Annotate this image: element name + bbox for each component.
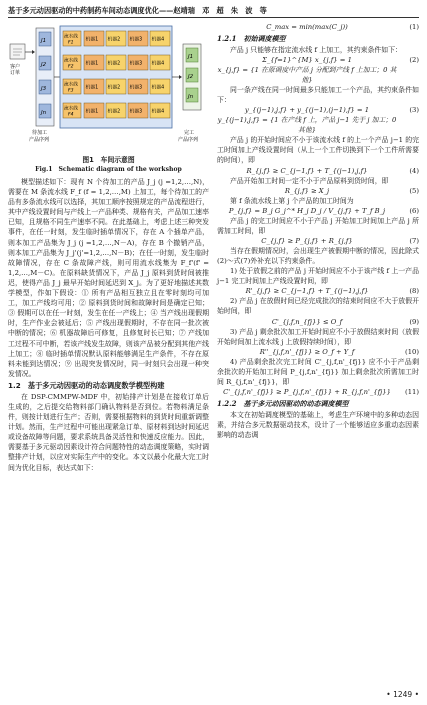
equation-2: Σ_{f=1}^{M} x_{j,f} = 1 (2) bbox=[262, 56, 419, 65]
processing-time-text: 第 f 条流水线上第 j 个产品的加工时间为 bbox=[230, 196, 354, 205]
equation-6: P_{j,f} = B_j G_j^* H_j D_j / V_{j,f} + T_f B_j (6) bbox=[228, 206, 419, 215]
machine-label: 机器1 bbox=[85, 61, 99, 67]
header-rule bbox=[8, 17, 419, 18]
machine-label: 机器1 bbox=[85, 37, 99, 43]
dynamic-model-intro: 在 DSP-CMMPW-MDF 中，初始排产计划是在接收订单后生成的，之后提交给物料部门确认物料是否到位。若物料满足条件，则按计划进行生产；否则，需要根据物料的到货时间重新调整计划。然而，生产过程中可能出现紧急订单、原材料到达时间延迟或设备故障等问题，要求系统具备灵活性和快速反应能力。因此，需要基于多元驱动因素设计符合问题特性的动态调度策略，实时调整排产计划，以应对实际生产中的变化。本文以最小化最大完工时间为优化目标，表达式如下： bbox=[8, 392, 209, 472]
pending-job-label: J3 bbox=[41, 86, 47, 92]
flow-line-index: F1 bbox=[68, 40, 74, 46]
equation-9: C'_{j,f,n_{fj}} ≤ O_f (9) bbox=[271, 317, 419, 326]
equation-11: C'_{j,f,n'_{fj}} ≥ P_{j,f,n'_{fj}} + R_{j,f,n'_{fj}} (11) bbox=[223, 387, 419, 396]
pending-job-label: J2 bbox=[41, 62, 47, 68]
subsection-1-2-2: 1.2.2 基于多元动因驱动的动态调度模型 bbox=[217, 398, 349, 408]
equation-3: y_{(j−1),j,f} + y_{(j−1),(j−1),f} = 1 (3) bbox=[244, 106, 419, 115]
completed-job-label: Jn bbox=[188, 94, 194, 100]
completed-job-label: J2 bbox=[188, 74, 194, 80]
model-description: 模型描述如下：现有 N 个待加工的产品 J_j (j =1,2,…,N)，需要在 M 条流水线 F_f (f = 1,2,…,M) 上加工，每个待加工的产品有多条流水线可以选择，其加工顺序按照规定的产品流程进行，其中产线设置时间与产线上一产品种类、规格有关，产品加工速率已知，且规格不同生产速率不同。在此基础上，考虑上述三种突发事件，在任一时刻，发生临时插单情况下，存在 A 个插单产品，则本加工产品集为 J_j (j =1,2,…,N－A)，存在 B 个撤销产品，则本加工产品集为 J_j'(j'=1,2,…,N－B)；在任一时刻，发生临时故障情况，存在 C 条故障产线，则可用流水线集为 F_f'(f' = 1,2,…,M－C)。在原料缺货情况下，产品 J_j 原料到货时间被推迟，使得产品 J_j 最早开始时间延迟到 X_j。为了更好地描述其数学模型，作如下假设：① 所有产品相互独立且在零时刻均可加工，加工产线均可用；② 原料到货时间和故障时间是确定已知；③ 假期可以在任一时刻，发生在任一产线上；④ 当产线出现假期时，生产作业会被延后；⑤ 产线出现假期时，不存在同一批次被中断的情况；⑥ 机器故障后可修复，且修复时长已知；⑦ 产线加工过程不可中断，若该产线发生故障，则该产品被分配到其他产线上加工；⑧ 临时插单情况默认原料能够满足生产条件，不存在原料未能到达情况；⑨ 出现突发情况时，同一时刻只会出现一种突发情况。 bbox=[8, 178, 209, 378]
equation-y-def: y_{(j−1),j,f} = {1 在产线 f 上，产品 j−1 先于 j 加工；0 其他} bbox=[217, 116, 397, 135]
done-label-2: 产品序列 bbox=[178, 137, 199, 143]
flow-line-index: F3 bbox=[68, 88, 74, 94]
equation-10: R''_{j,f,n'_{fj}} ≥ O_f + Y_f (10) bbox=[259, 347, 419, 356]
machine-label: 机器3 bbox=[129, 85, 143, 91]
flow-line-label: 流水线 bbox=[64, 34, 78, 40]
left-column bbox=[8, 22, 209, 473]
pending-job-label: Jn bbox=[41, 110, 47, 116]
holiday-condition-2: 2) 产品 j 在放假时间已经完成批次的结束时间应不大于放假开始时间，即 bbox=[217, 297, 419, 316]
done-label-1: 完工 bbox=[184, 130, 195, 136]
machine-label: 机器2 bbox=[107, 61, 121, 67]
order-label: 订单 bbox=[10, 70, 21, 76]
holiday-condition-3: 3) 产品 j 剩余批次加工开始时间应不小于放假结束时间（放假开始时间加上流水线 j 上放假持续时间），即 bbox=[217, 327, 419, 346]
constraint-material: 产品开始加工时间一定不小于产品原料到货时间，即 bbox=[230, 176, 389, 185]
dynamic-model-text: 本文在初始调度模型的基础上，考虑生产环境中的多种动态因素，并结合多元数据驱动技术，设计了一个能够适应多重动态因素影响的动态调 bbox=[217, 410, 419, 440]
machine-label: 机器1 bbox=[85, 109, 99, 115]
pending-job-label: J1 bbox=[41, 38, 47, 44]
holiday-condition-1: 1) 处于放假之前的产品 j 开始时间应不小于该产线 f 上一产品 j−1 完工时间加上产线设置时间，即 bbox=[217, 267, 419, 286]
flow-line-label: 流水线 bbox=[64, 58, 78, 64]
pending-label-2: 产品序列 bbox=[29, 137, 50, 143]
equation-4: R_{j,f} ≥ C_{j−1,f} + T_{(j−1),j,f} (4) bbox=[246, 166, 419, 175]
page-number: • 1249 • bbox=[386, 690, 419, 699]
machine-label: 机器2 bbox=[107, 109, 121, 115]
holiday-intro: 当存在假期情况时，会出现生产被假期中断的情况，因此除式(2)～式(7)外补充以下约束条件。 bbox=[217, 246, 419, 266]
machine-label: 机器3 bbox=[129, 61, 143, 67]
completion-time-text: 产品 j 的完工时间应不小于产品 j 开始加工时间加上产品 j 所需加工时间，即 bbox=[217, 216, 419, 235]
flow-line-index: F2 bbox=[68, 64, 74, 70]
machine-label: 机器3 bbox=[129, 37, 143, 43]
machine-label: 机器4 bbox=[151, 85, 165, 91]
machine-label: 机器1 bbox=[85, 85, 99, 91]
completed-job-label: J1 bbox=[188, 54, 194, 60]
pending-label-1: 待加工 bbox=[32, 130, 48, 136]
constraint-single-product: 同一条产线在同一时间最多只能加工一个产品，其约束条件如下： bbox=[217, 86, 419, 105]
customer-label: 客户 bbox=[10, 64, 21, 70]
figure-caption-cn: 图1 车间示意图 bbox=[82, 156, 135, 164]
customer-order-icon bbox=[10, 44, 25, 59]
workshop-figure bbox=[8, 22, 209, 150]
section-heading-1-2: 1.2 基于多元动因驱动的动态调度数学模型构建 bbox=[8, 380, 165, 390]
machine-label: 机器3 bbox=[129, 109, 143, 115]
machine-label: 机器4 bbox=[151, 61, 165, 67]
figure-caption-en: Fig.1 Schematic diagram of the workshop bbox=[35, 166, 182, 173]
flow-line-index: F4 bbox=[68, 112, 74, 118]
machine-label: 机器2 bbox=[107, 85, 121, 91]
equation-8: R'_{j,f} ≥ C_{j−1,f} + T_{(j−1),j,f} (8) bbox=[245, 287, 419, 296]
constraint-line-assign: 产品 j 只能够在指定流水线 f 上加工，其约束条件如下： bbox=[230, 46, 402, 54]
machine-label: 机器4 bbox=[151, 37, 165, 43]
right-column bbox=[217, 22, 419, 440]
constraint-start-time: 产品 j 的开始时间应不小于该流水线 f 的上一个产品 j−1 的完工时间加上产线设置时间（从上一个工件切换到下一个工件所需要的时间），即 bbox=[217, 136, 419, 165]
running-header: 基于多元动因驱动的中药制药车间动态调度优化——赵靖瑞 邓 超 朱 波 等 bbox=[8, 6, 267, 15]
equation-x-def: x_{j,f} = {1 在原调度中产品 j 分配到产线 f 上加工；0 其他} bbox=[217, 66, 397, 85]
holiday-condition-4: 4) 产品剩余批次完工时间 C'_{j,f,n'_{fj}} 应不小于产品剩余批次的开始加工时间 P_{j,f,n'_{fj}} 加上剩余批次所需加工时间 R_{j,f,n'_{fj}}，即 bbox=[217, 357, 419, 386]
equation-5: R_{j,f} ≥ X_j (5) bbox=[284, 186, 419, 195]
flow-line-label: 流水线 bbox=[64, 82, 78, 88]
equation-7: C_{j,f} ≥ P_{j,f} + R_{j,f} (7) bbox=[261, 236, 419, 245]
machine-label: 机器4 bbox=[151, 109, 165, 115]
machine-label: 机器2 bbox=[107, 37, 121, 43]
completed-jobs bbox=[186, 48, 198, 102]
flow-line-label: 流水线 bbox=[64, 106, 78, 112]
equation-1: C_max = min(max(C_j)) (1) bbox=[266, 23, 419, 31]
subsection-1-2-1: 1.2.1 初始调度模型 bbox=[217, 34, 286, 43]
